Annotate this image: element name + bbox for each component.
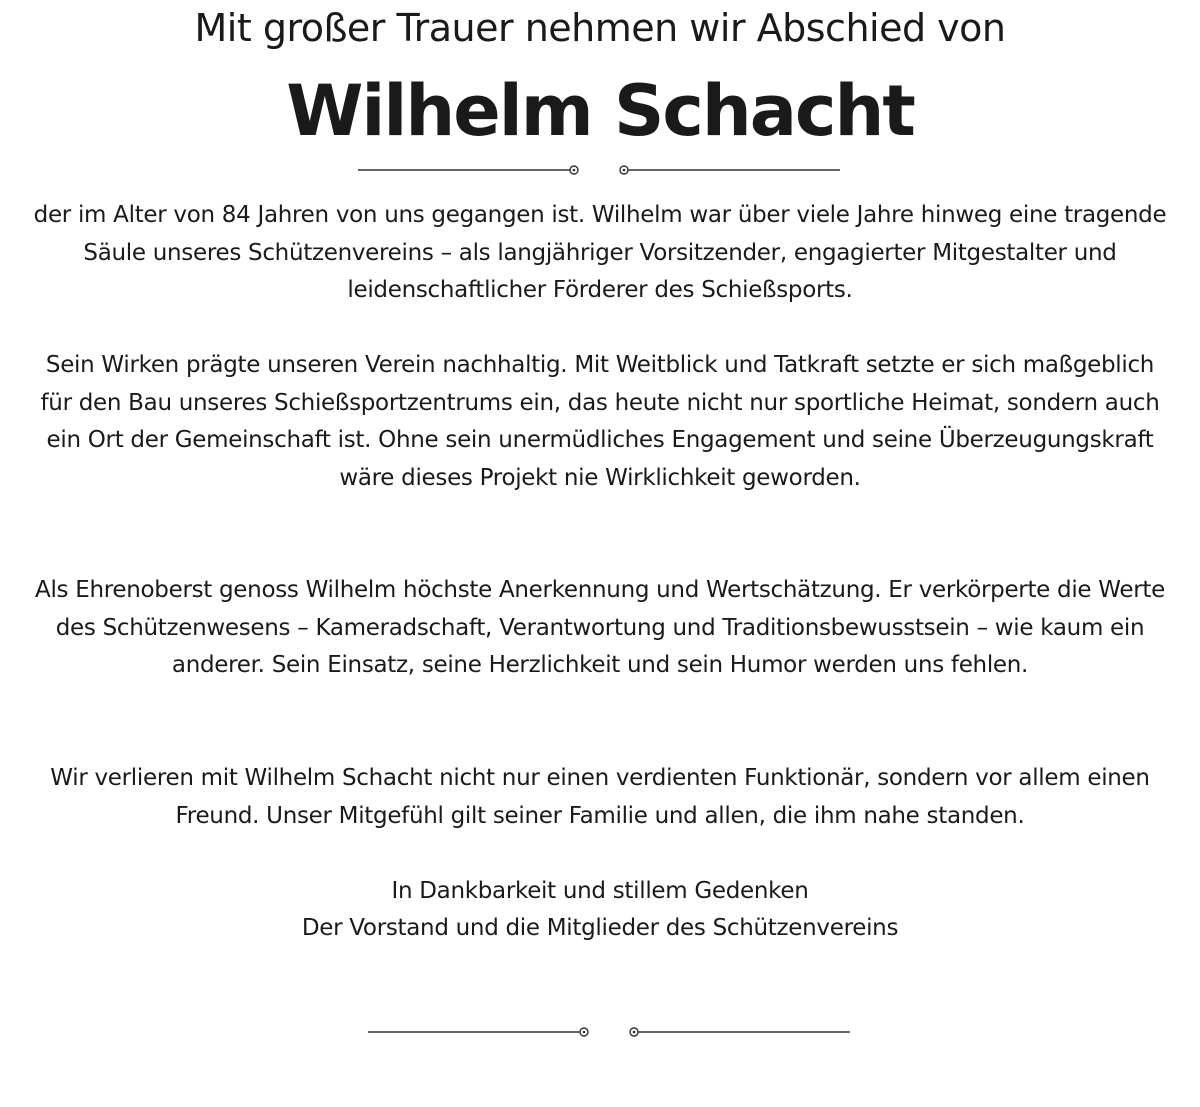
paragraph-intro: der im Alter von 84 Jahren von uns gegangen ist. Wilhelm war über viele Jahre hinweg eine tragende Säule unseres Schützenvereins – als langjähriger Vorsitzender, engagierter Mitgestalter und leidenschaftlicher Förderer des Schießsports. xyxy=(33,202,1167,303)
signature-line: Der Vorstand und die Mitglieder des Schützenvereins xyxy=(301,915,899,941)
paragraph-achievements: Sein Wirken prägte unseren Verein nachhaltig. Mit Weitblick und Tatkraft setzte er sich maßgeblich für den Bau unseres Schießsportzentrums ein, das heute nicht nur sportliche Heimat, sondern auch ein Ort der Gemeinschaft ist. Ohne sein unermüdliches Engagement und seine Überzeugungskraft wäre dieses Projekt nie Wirklichkeit geworden. xyxy=(40,352,1160,491)
paragraph-honors: Als Ehrenoberst genoss Wilhelm höchste Anerkennung und Wertschätzung. Er verkörperte die Werte des Schützenwesens – Kameradschaft, Verantwortung und Traditionsbewusstsein – wie kaum ein anderer. Sein Einsatz, seine Herzlichkeit und sein Humor werden uns fehlen. xyxy=(35,577,1165,678)
ornament-divider-bottom xyxy=(368,1024,852,1044)
paragraph-farewell: Wir verlieren mit Wilhelm Schacht nicht nur einen verdienten Funktionär, sondern vor allem einen Freund. Unser Mitgefühl gilt seiner Familie und allen, die ihm nahe standen. xyxy=(50,765,1150,829)
notice-heading: Mit großer Trauer nehmen wir Abschied von xyxy=(194,6,1006,50)
deceased-name: Wilhelm Schacht xyxy=(286,70,914,152)
closing-line: In Dankbarkeit und stillem Gedenken xyxy=(391,878,809,904)
ornament-divider-top xyxy=(358,162,842,182)
